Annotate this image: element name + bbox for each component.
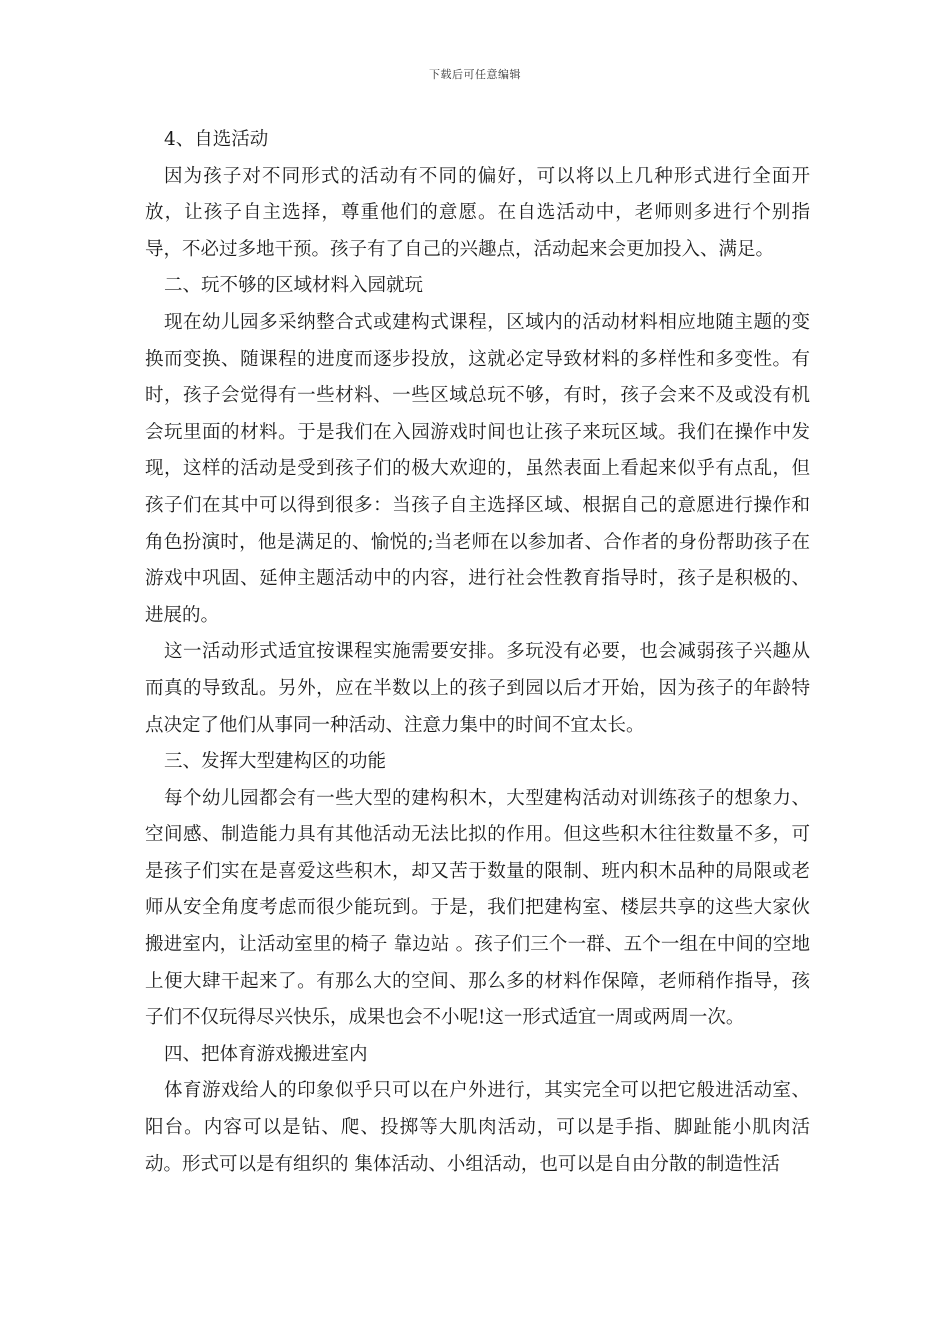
section-heading-indoor-sports-games: 四、把体育游戏搬进室内 — [164, 1043, 368, 1065]
section-heading-construction-area: 三、发挥大型建构区的功能 — [164, 751, 387, 773]
paragraph-indoor-sports-games: 体育游戏给人的印象似乎只可以在户外进行，其实完全可以把它般进活动室、阳台。内容可以是钻、爬、投掷等大肌肉活动，可以是手指、脚趾能小肌肉活动。形式可以是有组织的 集体活动、小组活动，也可以是自由分散的制造性活 — [145, 1080, 810, 1175]
section-heading-area-materials: 二、玩不够的区域材料入园就玩 — [164, 275, 424, 297]
section-heading-self-selected-activity: 4、自选活动 — [164, 129, 269, 150]
document-body — [145, 122, 810, 1183]
paragraph-area-materials: 现在幼儿园多采纳整合式或建构式课程，区域内的活动材料相应地随主题的变换而变换、随课程的进度而逐步投放，这就必定导致材料的多样性和多变性。有时，孩子会觉得有一些材料、一些区域总玩不够，有时，孩子会来不及或没有机会玩里面的材料。于是我们在入园游戏时间也让孩子来玩区域。我们在操作中发现，这样的活动是受到孩子们的极大欢迎的，虽然表面上看起来似乎有点乱，但孩子们在其中可以得到很多：当孩子自主选择区域、根据自己的意愿进行操作和角色扮演时，他是满足的、愉悦的;当老师在以参加者、合作者的身份帮助孩子在游戏中巩固、延伸主题活动中的内容，进行社会性教育指导时，孩子是积极的、进展的。 — [145, 311, 810, 626]
paragraph-construction-area: 每个幼儿园都会有一些大型的建构积木，大型建构活动对训练孩子的想象力、空间感、制造能力具有其他活动无法比拟的作用。但这些积木往往数量不多，可是孩子们实在是喜爱这些积木，却又苦于数量的限制、班内积木品种的局限或老师从安全角度考虑而很少能玩到。于是，我们把建构室、楼层共享的这些大家伙搬进室内，让活动室里的椅子 靠边站 。孩子们三个一群、五个一组在中间的空地上便大肆干起来了。有那么大的空间、那么多的材料作保障，老师稍作指导，孩子们不仅玩得尽兴快乐，成果也会不小呢!这一形式适宜一周或两周一次。 — [145, 787, 810, 1029]
page-header: 下载后可任意编辑 — [429, 68, 521, 81]
paragraph-area-materials-scheduling: 这一活动形式适宜按课程实施需要安排。多玩没有必要，也会减弱孩子兴趣从而真的导致乱。另外，应在半数以上的孩子到园以后才开始，因为孩子的年龄特点决定了他们从事同一种活动、注意力集中的时间不宜太长。 — [145, 641, 810, 736]
paragraph-self-selected-activity: 因为孩子对不同形式的活动有不同的偏好，可以将以上几种形式进行全面开放，让孩子自主选择，尊重他们的意愿。在自选活动中，老师则多进行个别指导，不必过多地干预。孩子有了自己的兴趣点，活动起来会更加投入、满足。 — [145, 165, 810, 260]
